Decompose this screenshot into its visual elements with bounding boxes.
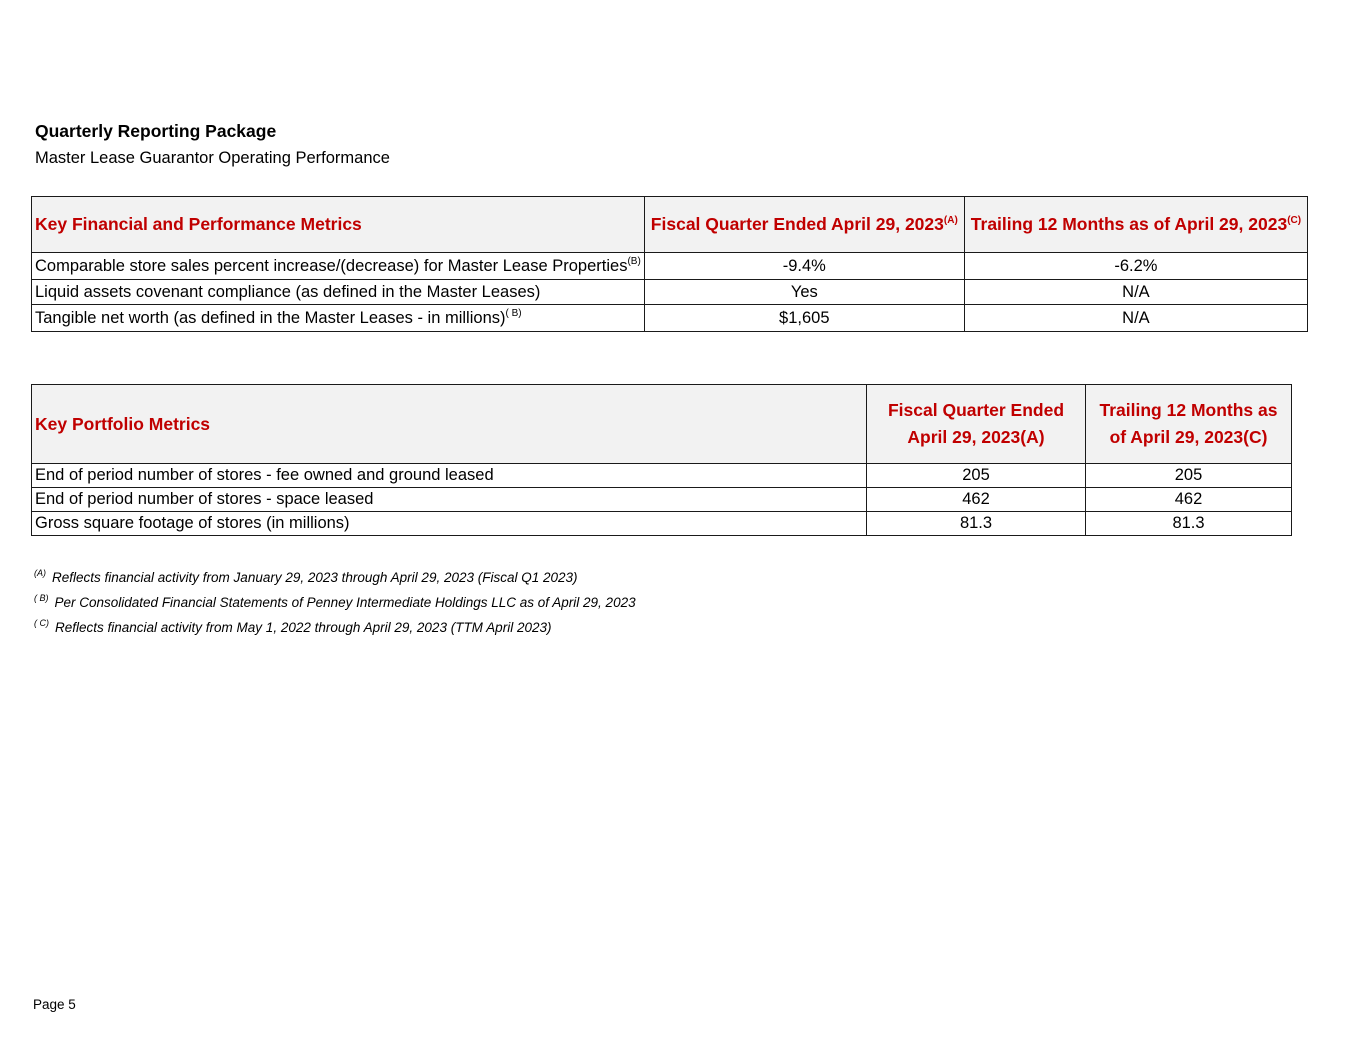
table-row bbox=[32, 512, 1292, 536]
cell-quarter: 205 bbox=[867, 464, 1086, 488]
table-row bbox=[32, 488, 1292, 512]
footnotes bbox=[34, 565, 636, 640]
portfolio-metrics-table bbox=[31, 384, 1292, 536]
footnote-marker: ( B) bbox=[505, 307, 522, 319]
page-number: Page 5 bbox=[33, 997, 76, 1012]
table-row bbox=[32, 280, 1308, 305]
column-header-ttm: Trailing 12 Months as of April 29, $2023^{(C)}$ bbox=[964, 197, 1307, 253]
row-label: Liquid assets covenant compliance (as defined in the Master Leases) bbox=[32, 280, 645, 305]
table-heading: Key Portfolio Metrics bbox=[32, 385, 867, 464]
table-row bbox=[32, 305, 1308, 332]
report-subtitle: Master Lease Guarantor Operating Performance bbox=[35, 149, 390, 167]
column-header-ttm: Trailing 12 Months as of April 29, 2023(C) bbox=[1086, 385, 1292, 464]
footnote-marker: (C) bbox=[1287, 215, 1302, 226]
cell-quarter: $1,605 bbox=[644, 305, 964, 332]
column-header-quarter: Fiscal Quarter Ended April 29, $2023^{(A)}$ bbox=[644, 197, 964, 253]
cell-quarter: Yes bbox=[644, 280, 964, 305]
footnote-marker: (B) bbox=[627, 255, 641, 267]
footnote-a: $^{(A)}$ Reflects financial activity from January 29, 2023 through April 29, 2023 (Fiscal Q1 2023) bbox=[34, 568, 578, 585]
table-row bbox=[32, 464, 1292, 488]
cell-ttm: N/A bbox=[964, 305, 1307, 332]
report-title: Quarterly Reporting Package bbox=[35, 121, 277, 141]
footnote-b: $^{( B)}$ Per Consolidated Financial Statements of Penney Intermediate Holdings LLC as of April 29, 2023 bbox=[34, 593, 636, 610]
table-header-row bbox=[32, 385, 1292, 464]
footnote-marker: (A) bbox=[943, 215, 958, 226]
cell-ttm: -6.2% bbox=[964, 253, 1307, 280]
table-header-row bbox=[32, 197, 1308, 253]
cell-quarter: 462 bbox=[867, 488, 1086, 512]
footnote-c: $^{( C)}$ Reflects financial activity from May 1, 2022 through April 29, 2023 (TTM April 2023) bbox=[34, 618, 552, 635]
financial-metrics-table bbox=[31, 196, 1308, 332]
cell-quarter: -9.4% bbox=[644, 253, 964, 280]
cell-ttm: 462 bbox=[1086, 488, 1292, 512]
table-row bbox=[32, 253, 1308, 280]
row-label: Gross square footage of stores (in millions) bbox=[32, 512, 867, 536]
row-label: End of period number of stores - space leased bbox=[32, 488, 867, 512]
row-label: Comparable store sales percent increase/(decrease) for Master Lease Properties$^{(B)}$ bbox=[32, 253, 645, 280]
cell-quarter: 81.3 bbox=[867, 512, 1086, 536]
cell-ttm: 205 bbox=[1086, 464, 1292, 488]
cell-ttm: N/A bbox=[964, 280, 1307, 305]
row-label: End of period number of stores - fee owned and ground leased bbox=[32, 464, 867, 488]
column-header-quarter: Fiscal Quarter Ended April 29, 2023(A) bbox=[867, 385, 1086, 464]
cell-ttm: 81.3 bbox=[1086, 512, 1292, 536]
row-label: Tangible net worth (as defined in the Master Leases - in millions)$^{( B)}$ bbox=[32, 305, 645, 332]
table-heading: Key Financial and Performance Metrics bbox=[32, 197, 645, 253]
